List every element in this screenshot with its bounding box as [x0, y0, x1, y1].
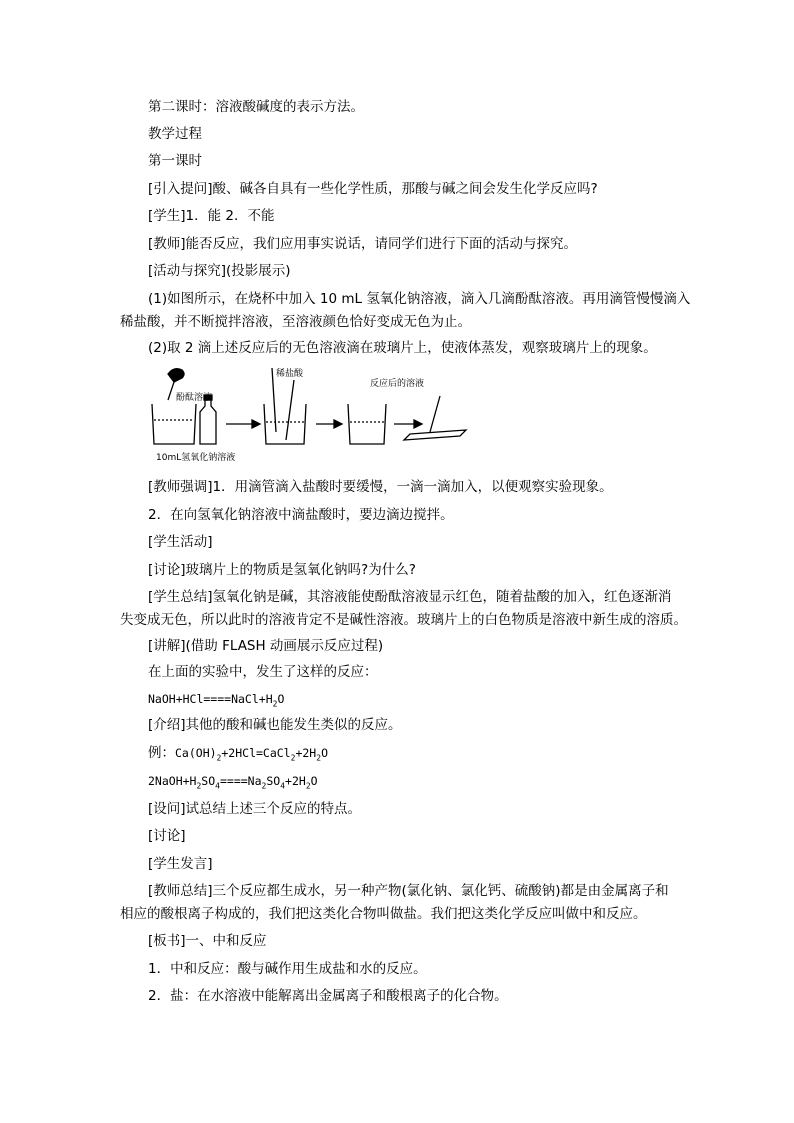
text-line: [学生活动] [148, 534, 213, 550]
text-line: 教学过程 [148, 126, 202, 142]
bottle-icon [200, 400, 216, 444]
text-line: [教师强调]1．用滴管滴入盐酸时要缓慢，一滴一滴加入，以便观察实验现象。 [148, 479, 613, 495]
dropper-icon [430, 396, 440, 432]
text-line: 第二课时：溶液酸碱度的表示方法。 [148, 99, 364, 115]
experiment-figure [148, 362, 478, 466]
text-line: [设问]试总结上述三个反应的特点。 [148, 801, 362, 817]
text-line: [讨论]玻璃片上的物质是氢氧化钠吗?为什么? [148, 562, 416, 578]
text-line: [学生总结]氢氧化钠是碱，其溶液能使酚酞溶液显示红色，随着盐酸的加入，红色逐渐消 [148, 589, 672, 605]
hand-icon [168, 369, 184, 382]
figure-label: 10mL氢氧化钠溶液 [156, 453, 236, 463]
text-line: [板书]一、中和反应 [148, 933, 267, 949]
beaker-icon [152, 404, 196, 444]
text-line: 1．中和反应：酸与碱作用生成盐和水的反应。 [148, 961, 427, 977]
text-line: (2)取 2 滴上述反应后的无色溶液滴在玻璃片上，使液体蒸发，观察玻璃片上的现象。 [148, 340, 657, 356]
text-line: 2．在向氢氧化钠溶液中滴盐酸时，要边滴边搅拌。 [148, 507, 454, 523]
text-line: 失变成无色，所以此时的溶液肯定不是碱性溶液。玻璃片上的白色物质是溶液中新生成的溶质。 [120, 612, 687, 628]
equation: $NaOH+HCl====NaCl+H_2O$ [148, 692, 285, 709]
text-line: 在上面的实验中，发生了这样的反应： [148, 664, 378, 680]
text-line: [引入提问]酸、碱各自具有一些化学性质，那酸与碱之间会发生化学反应吗? [148, 181, 598, 197]
text-line: 第一课时 [148, 153, 202, 169]
text-line: 稀盐酸，并不断搅拌溶液，至溶液颜色恰好变成无色为止。 [120, 314, 471, 330]
text-line: [介绍]其他的酸和碱也能发生类似的反应。 [148, 717, 402, 733]
text-line: [学生]1．能 2．不能 [148, 208, 275, 224]
stir-rod-icon [286, 380, 294, 440]
beaker-icon [264, 404, 306, 444]
figure-label: 稀盐酸 [276, 369, 304, 379]
equation: $2NaOH+H_2SO_4====Na_2SO_4+2H_2O$ [148, 774, 318, 791]
text-line: [活动与探究](投影展示) [148, 263, 291, 279]
figure-label: 反应后的溶液 [370, 379, 425, 389]
beaker-icon [348, 404, 386, 444]
text-line: 相应的酸根离子构成的，我们把这类化合物叫做盐。我们把这类化学反应叫做中和反应。 [120, 906, 647, 922]
text-line: [讨论] [148, 828, 186, 844]
figure-label: 酚酞溶液 [176, 393, 213, 403]
text-line: [教师总结]三个反应都生成水，另一种产物(氯化钠、氯化钙、硫酸钠)都是由金属离子和 [148, 883, 669, 899]
glass-slide-icon [404, 430, 466, 440]
text-line: [讲解](借助 FLASH 动画展示反应过程) [148, 638, 384, 654]
text-line: (1)如图所示，在烧杯中加入 10 mL 氢氧化钠溶液，滴入几滴酚酞溶液。再用滴管慢慢滴入 [148, 291, 691, 307]
text-line: [学生发言] [148, 856, 213, 872]
text-line: 2．盐：在水溶液中能解离出金属离子和酸根离子的化合物。 [148, 988, 508, 1004]
equation: 例：$Ca(OH)_2+2HCl=CaCl_2+2H_2O$ [148, 745, 328, 763]
text-line: [教师]能否反应，我们应用事实说话，请同学们进行下面的活动与探究。 [148, 236, 578, 252]
